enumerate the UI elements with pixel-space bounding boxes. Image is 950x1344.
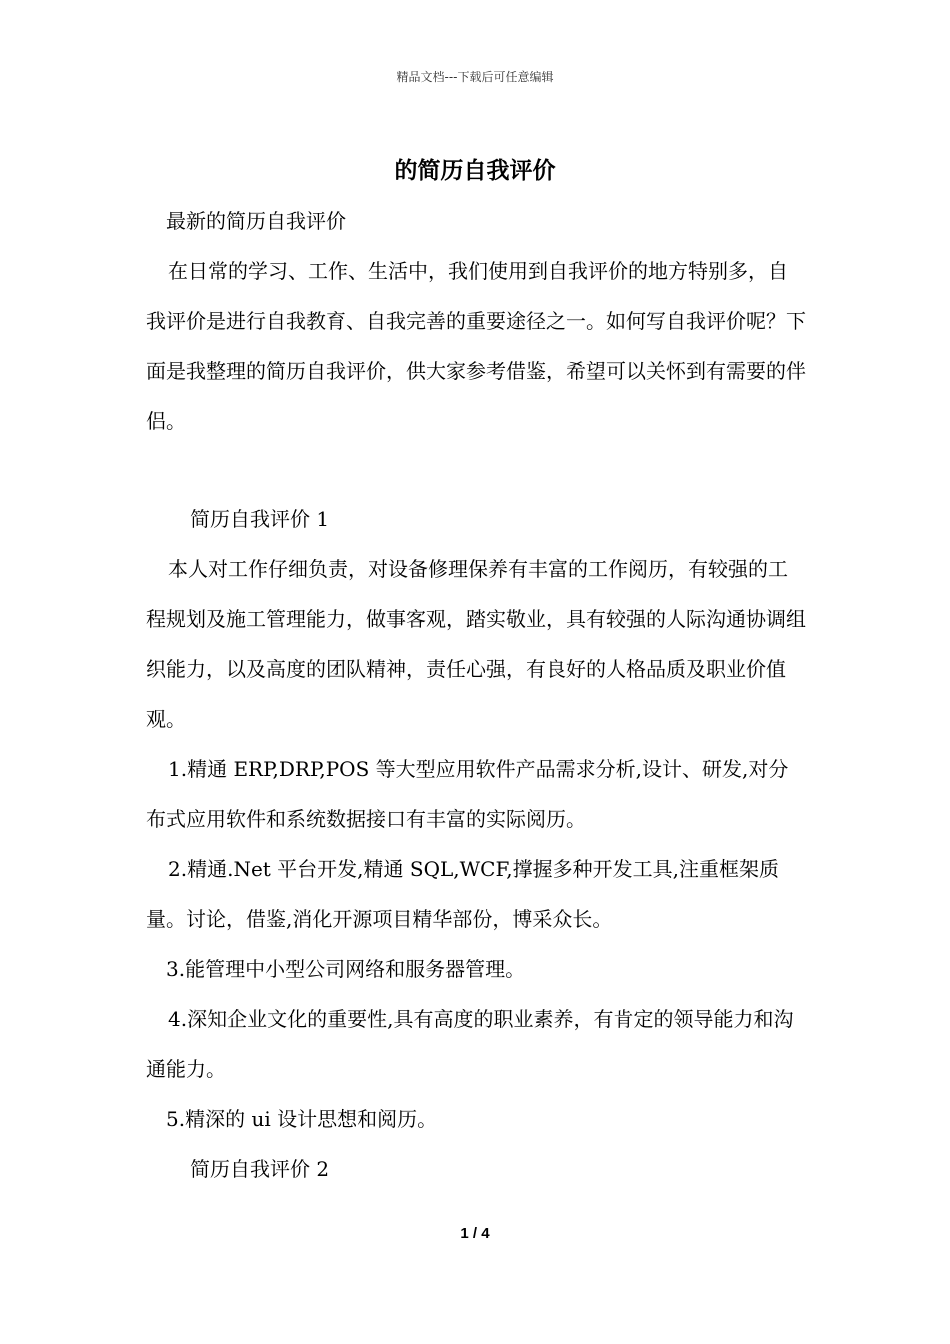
list-item-2 bbox=[146, 844, 806, 944]
list-item-5 bbox=[146, 1094, 806, 1144]
subtitle-text: 最新的简历自我评价 bbox=[166, 209, 346, 233]
list-item-text: 1.精通 ERP,DRP,POS 等大型应用软件产品需求分析,设计、研发,对分布式应用软件和系统数据接口有丰富的实际阅历。 bbox=[146, 757, 789, 831]
list-item-1 bbox=[146, 744, 806, 844]
section1-heading-text: 简历自我评价 1 bbox=[190, 507, 330, 531]
section1-paragraph bbox=[146, 544, 806, 744]
section2-heading bbox=[146, 1144, 806, 1194]
list-item-text: 4.深知企业文化的重要性,具有高度的职业素养，有肯定的领导能力和沟通能力。 bbox=[146, 1007, 794, 1081]
list-item-text: 5.精深的 ui 设计思想和阅历。 bbox=[166, 1107, 438, 1131]
list-item-text: 2.精通.Net 平台开发,精通 SQL,WCF,撑握多种开发工具,注重框架质量。讨论，借鉴,消化开源项目精华部份，博采众长。 bbox=[146, 857, 779, 931]
page-number: 1 / 4 bbox=[460, 1225, 490, 1242]
subtitle bbox=[146, 196, 806, 246]
section1-heading bbox=[146, 494, 806, 544]
intro-paragraph bbox=[146, 246, 806, 446]
section2-heading-text: 简历自我评价 2 bbox=[190, 1157, 330, 1181]
list-item-4 bbox=[146, 994, 806, 1094]
page-header: 精品文档---下载后可任意编辑 bbox=[396, 70, 554, 84]
list-item-3 bbox=[146, 944, 806, 994]
list-item-text: 3.能管理中小型公司网络和服务器管理。 bbox=[166, 957, 526, 981]
document-title: 的简历自我评价 bbox=[394, 157, 556, 184]
section1-text: 本人对工作仔细负责，对设备修理保养有丰富的工作阅历，有较强的工程规划及施工管理能力，做事客观，踏实敬业，具有较强的人际沟通协调组织能力，以及高度的团队精神，责任心强，有良好的人格品质及职业价值观。 bbox=[146, 557, 806, 731]
intro-text: 在日常的学习、工作、生活中，我们使用到自我评价的地方特别多，自我评价是进行自我教育、自我完善的重要途径之一。如何写自我评价呢？下面是我整理的简历自我评价，供大家参考借鉴，希望可以关怀到有需要的伴侣。 bbox=[146, 259, 806, 433]
